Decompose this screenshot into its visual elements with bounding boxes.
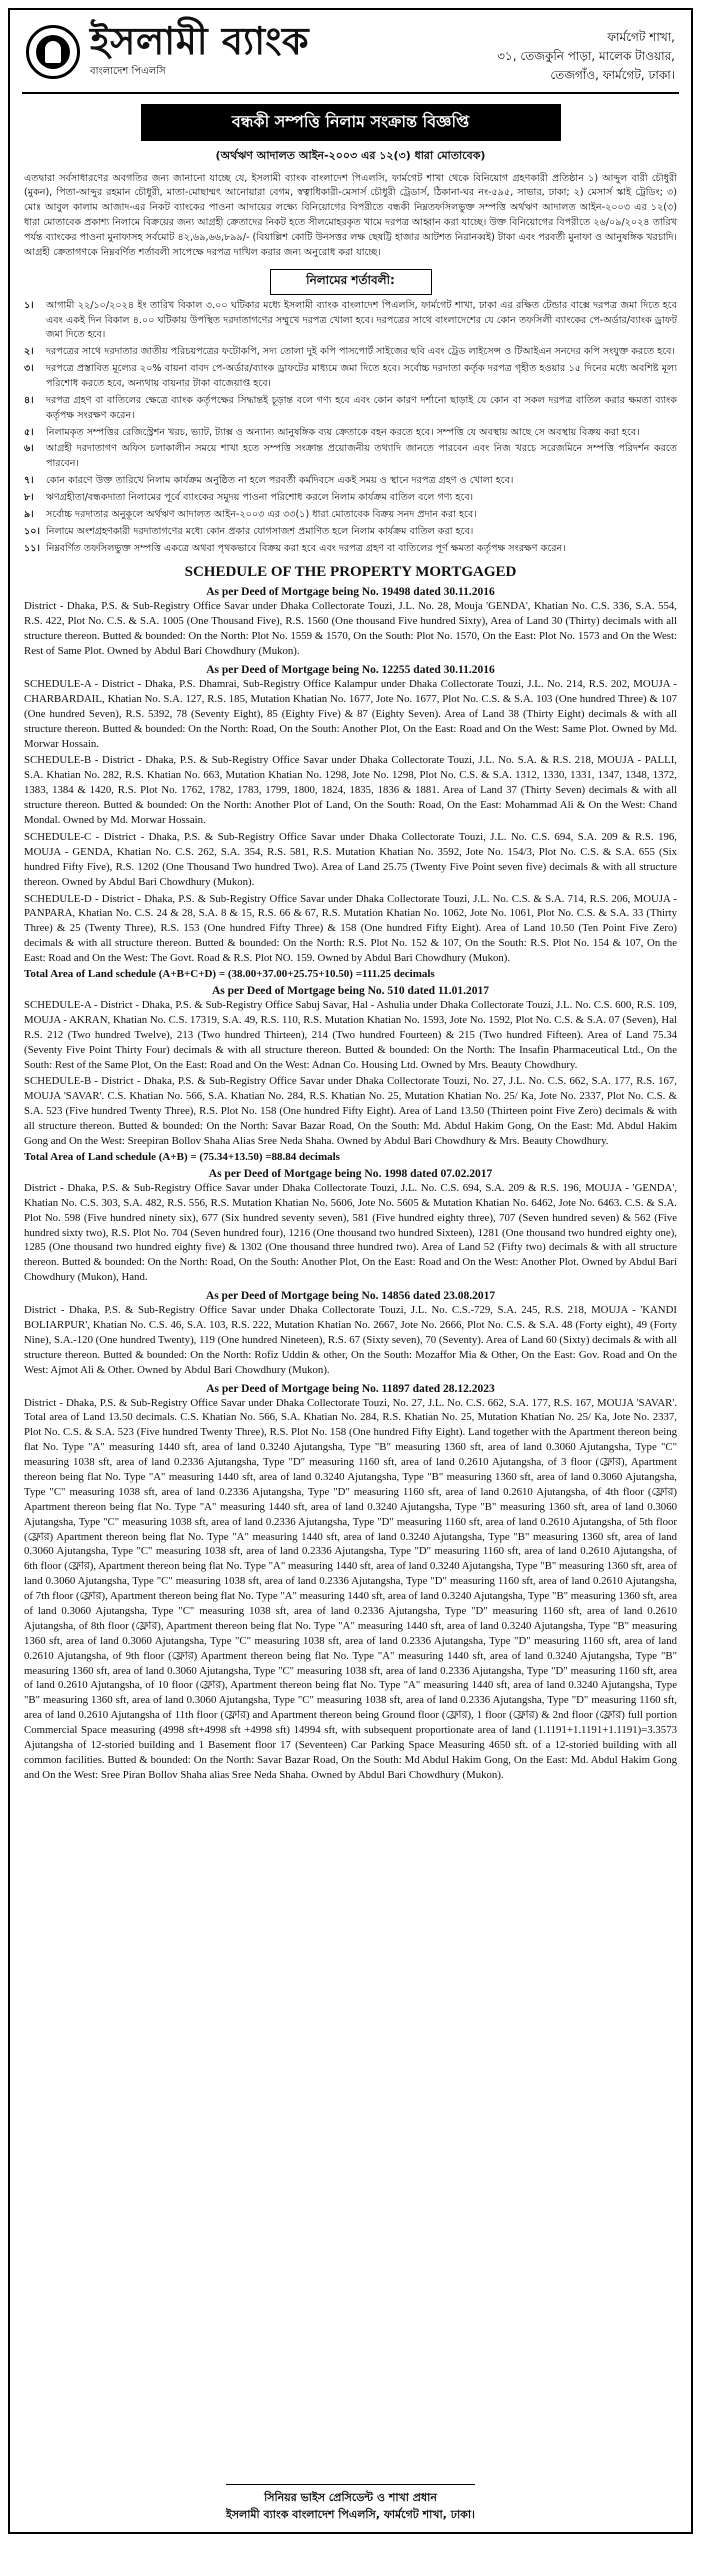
- condition-text: নিম্নবর্ণিত তফসিলভুক্ত সম্পত্তি একত্রে অথবা পৃথকভাবে বিক্রয় করা হবে এবং দরপত্র গ্রহণ বা বাতিলের পূর্ণ ক্ষমতা কর্তৃপক্ষ সংরক্ষণ করেন।: [46, 542, 566, 554]
- condition-text: ঋণগ্রহীতা/বন্ধকদাতা নিলামের পূর্বে ব্যাংকের সমুদয় পাওনা পরিশোধ করলে নিলাম কার্যক্রম বাতিল বলে গণ্য হবে।: [46, 492, 474, 504]
- deed-total-area: Total Area of Land schedule (A+B) = (75.34+13.50) =88.84 decimals: [24, 1150, 340, 1163]
- condition-item: [24, 474, 677, 489]
- condition-item: [24, 426, 677, 441]
- conditions-list: [10, 299, 691, 557]
- deed-paragraph: District - Dhaka, P.S. & Sub-Registry Office Savar under Dhaka Collectorate Touzi, J.L. No. C.S. 694, S.A. 209 & R.S. 196, MOUJA - 'GENDA', Khatian No. C.S. 303, S.A. 482, R.S. 556, R.S. Mutation Khatian No. 5606, Jote No. 5605 & Mutation Khatian No. 6462, Jote No. 6463. C.S. & S.A. Plot No. 598 (Five hundred ninety six), 677 (Six hundred seventy seven), 581 (Five hundred eighty three), 707 (Seven hundred seven) & 562 (Five hundred sixty two), R.S. Plot No. 704 (Seven hundred four), 1216 (One thousand two hundred Sixteen), 1281 (One thousand two hundred eighty one), 1285 (One thousand two hundred eighty five) & 1302 (One thousand three hundred two). Area of Land 52 (Fifty two) decimals & with all structure thereon. Butted & bounded: On the North: Road, On the South: Another Plot, On the East: Road and On the West: Another Plot. Owned by Abdul Bari Chowdhury (Mukon), Hand.: [24, 1181, 677, 1284]
- deed-section: [10, 1168, 691, 1285]
- deed-section: [10, 664, 691, 980]
- condition-number: ৫।: [24, 426, 34, 438]
- branch-address: [497, 22, 675, 86]
- condition-number: ২।: [24, 346, 34, 358]
- condition-text: আগামী ২২/১০/২০২৪ ইং তারিখ বিকাল ৩.০০ ঘটিকার মধ্যে ইসলামী ব্যাংক বাংলাদেশ পিএলসি, ফার্মগেট শাখা, ঢাকা এর রক্ষিত টেন্ডার বাক্সে দরপত্র জমা দিতে হবে এবং একই দিন বিকাল ৪.০০ ঘটিকায় উপস্থিত দরদাতাগণের সম্মুখে দরপত্র খোলা হবে। দরপত্রের সাথে বাংলাদেশের যে কোন তফসিলী ব্যাংকের পে-অর্ডার/ব্যাংক ড্রাফট জমা দিতে হবে।: [46, 299, 677, 341]
- signatory-organization: ইসলামী ব্যাংক বাংলাদেশ পিএলসি, ফার্মগেট শাখা, ঢাকা।: [226, 2508, 475, 2522]
- notice-subtitle: (অর্থঋণ আদালত আইন-২০০৩ এর ১২(৩) ধারা মোতাবেক): [215, 148, 486, 162]
- condition-item: [24, 394, 677, 424]
- condition-number: ৮।: [24, 492, 34, 504]
- condition-item: [24, 525, 677, 540]
- signature-footer: [10, 2484, 691, 2524]
- deed-heading: As per Deed of Mortgage being No. 1998 dated 07.02.2017: [208, 1167, 493, 1180]
- condition-number: ৬।: [24, 443, 34, 455]
- deed-heading: As per Deed of Mortgage being No. 14856 dated 23.08.2017: [205, 1290, 496, 1303]
- condition-item: [24, 345, 677, 360]
- bank-name-block: [90, 18, 310, 81]
- condition-number: ৪।: [24, 394, 34, 406]
- deed-section: [10, 985, 691, 1163]
- deed-paragraph: SCHEDULE-A - District - Dhaka, P.S. & Sub-Registry Office Sabuj Savar, Hal - Ashulia under Dhaka Collectorate Touzi, J.L. No. C.S. 600, R.S. 109, MOUJA - AKRAN, Khatian No. C.S. 17319, S.A. 49, R.S. 110, R.S. Mutation Khatian No. 1593, Jote No. 1592, Plot No. C.S. & S.A. 07 (Seven), Hal R.S. 212 (Two hundred Twelve), 213 (Two hundred Thirteen), 214 (Two hundred Fourteen) & 215 (Two hundred Fifteen). Area of Land 75.34 (Seventy Five Point Thirty Four) decimals & with all structure thereon. Butted & bounded: On the North: The Insafin Pharmaceutical Ltd., On the South: Rest of the Same Plot, On the East: Road and On the West: Adnan Co. Housing Ltd. Owned by Mrs. Beauty Chowdhury.: [24, 998, 677, 1071]
- bank-subtitle: বাংলাদেশ পিএলসি: [90, 66, 166, 77]
- condition-item: [24, 299, 677, 344]
- condition-text: কোন কারণে উক্ত তারিখে নিলাম কার্যক্রম অনুষ্ঠিত না হলে পরবর্তী কর্মদিবসে একই সময় ও স্থানে দরপত্র গ্রহণ ও খোলা হবে।: [46, 475, 514, 487]
- notice-intro: এতদ্বারা সর্বসাধারণের অবগতির জন্য জানানো যাচ্ছে যে, ইসলামী ব্যাংক বাংলাদেশ পিএলসি, ফার্মগেট শাখা থেকে বিনিয়োগ গ্রহণকারী প্রতিষ্ঠান ১) আব্দুল বারী চৌধুরী (মুকন), পিতা-আব্দুর রহমান চৌধুরী, মাতা-মোছাম্মৎ আনোয়ারা বেগম, স্বত্বাধিকারী-মেসার্স চৌধুরী ট্রেডার্স, ঠিকানা-ঘর নং-৫৯৫, সাভার, ঢাকা; ২) মেসার্স স্কাই ট্রেডিং; ৩) মোঃ আবুল কালাম আজাদ-এর নিকট ব্যাংকের পাওনা আদায়ের লক্ষ্যে বিনিয়োগের বিপরীতে বন্ধকী নিম্নতফসিলভুক্ত সম্পত্তি অর্থঋণ আদালত আইন-২০০৩ এর ১২(৩) ধারা মোতাবেক প্রকাশ্য নিলামে বিক্রয়ের জন্য আগ্রহী ক্রেতাদের নিকট হতে সীলমোহরকৃত খামে দরপত্র আহ্বান করা যাচ্ছে। উক্ত বিনিয়োগের বিপরীতে ২৬/০৯/২০২৪ তারিখ পর্যন্ত ব্যাংকের পাওনা মুনাফাসহ সর্বমোট ৪২,৬৯,৬৬,৮৯৯/- (বিয়াল্লিশ কোটি উনসত্তর লক্ষ ছেষট্টি হাজার আটশত নিরানব্বই) টাকা এবং পরবর্তী মুনাফা ও আনুষঙ্গিক খরচাদি। আগ্রহী ক্রেতাগণকে নিম্নবর্ণিত শর্তাবলী সাপেক্ষে দরপত্র দাখিল করার জন্য অনুরোধ করা যাচ্ছে।: [24, 172, 677, 258]
- deed-paragraph: SCHEDULE-C - District - Dhaka, P.S. & Sub-Registry Office Savar under Dhaka Collectorate Touzi, J.L. No. C.S. 694, S.A. 209 & R.S. 196, MOUJA - GENDA, Khatian No. C.S. 262, S.A. 354, R.S. 581, R.S. Mutation Khatian No. 3592, Jote No. 154/3, Plot No. C.S. & S.A. 655 (Six hundred Fifty Five), R.S. 1202 (One Thousand Two hundred Two). Area of Land 25.75 (Twenty Five Point seven five) decimals & with all structure thereon. Owned by Abdul Bari Chowdhury (Mukon).: [24, 830, 677, 888]
- header-divider: [22, 92, 679, 94]
- condition-number: ৩।: [24, 363, 34, 375]
- branch-name: ফার্মগেট শাখা,: [607, 30, 675, 44]
- deed-heading: As per Deed of Mortgage being No. 19498 dated 30.11.2016: [206, 586, 495, 599]
- condition-text: সর্বোচ্চ দরদাতার অনুকূলে অর্থঋণ আদালত আইন-২০০৩ এর ৩৩(১) ধারা মোতাবেক বিক্রয় সনদ প্রদান করা হবে।: [46, 508, 477, 520]
- condition-number: ১০।: [24, 525, 40, 537]
- condition-text: নিলামকৃত সম্পত্তির রেজিস্ট্রেশন খরচ, ভ্যাট, ট্যাক্স ও অন্যান্য আনুষঙ্গিক ব্যয় ক্রেতাকে বহন করতে হবে। সম্পত্তি যে অবস্থায় আছে সে অবস্থায় বিক্রয় করা হবে।: [46, 426, 640, 438]
- deed-section: [10, 1290, 691, 1377]
- bank-logo-icon: [26, 25, 80, 79]
- deed-paragraph: District - Dhaka, P.S. & Sub-Registry Office Savar under Dhaka Collectorate Touzi, No. 27, J.L. No. C.S. 662, S.A. 177, R.S. 167, MOUJA 'SAVAR'. Total area of Land 13.50 decimals. C.S. Khatian No. 566, S.A. Khatian No. 284, R.S. Khatian No. 25, Mutation Khatian No. 25/ Ka, Jote No. 2337, Plot No. C.S. & S.A. 523 (Five hundred Twenty Three), R.S. Plot No. 158 (One hundred Fifty Eight). Land together with the Apartment thereon being flat No. Type "A" measuring 1440 sft, area of land 0.3240 Ajutangsha, Type "B" measuring 1360 sft, area of land 0.3060 Ajutangsha, Type "C" measuring 1038 sft, area of land 0.2336 Ajutangsha, Type "D" measuring 1160 sft, area of land 0.2610 Ajutangsha, of 3 floor (ফ্লোর), Apartment thereon being flat No. Type "A" measuring 1440 sft, area of land 0.3240 Ajutangsha, Type "B" measuring 1360 sft, area of land 0.3060 Ajutangsha, Type "C" measuring 1038 sft, area of land 0.2336 Ajutangsha, Type "D" measuring 1160 sft, area of land 0.2610 Ajutangsha, of 4th floor (ফ্লোর) Apartment thereon being flat No. Type "A" measuring 1440 sft, area of land 0.3240 Ajutangsha, Type "B" measuring 1360 sft, area of land 0.3060 Ajutangsha, Type "C" measuring 1038 sft, area of land 0.2336 Ajutangsha, Type "D" measuring 1160 sft, area of land 0.2610 Ajutangsha, of 5th floor (ফ্লোর) Apartment thereon being flat No. Type "A" measuring 1440 sft, area of land 0.3240 Ajutangsha, Type "B" measuring 1360 sft, area of land 0.3060 Ajutangsha, Type "C" measuring 1038 sft, area of land 0.2336 Ajutangsha, Type "D" measuring 1160 sft, area of land 0.2610 Ajutangsha, of 6th floor (ফ্লোর), Apartment thereon being flat No. Type "A" measuring 1440 sft, area of land 0.3240 Ajutangsha, Type "B" measuring 1360 sft, area of land 0.3060 Ajutangsha, Type "C" measuring 1038 sft, area of land 0.2336 Ajutangsha, Type "D" measuring 1160 sft, area of land 0.2610 Ajutangsha, of 7th floor (ফ্লোর), Apartment thereon being flat No. Type "A" measuring 1440 sft, area of land 0.3240 Ajutangsha, Type "B" measuring 1360 sft, area of land 0.3060 Ajutangsha, Type "C" measuring 1038 sft, area of land 0.2336 Ajutangsha, Type "D" measuring 1160 sft, area of land 0.2610 Ajutangsha, of 8th floor (ফ্লোর), Apartment thereon being flat No. Type "A" measuring 1440 sft, area of land 0.3240 Ajutangsha, Type "B" measuring 1360 sft, area of land 0.3060 Ajutangsha, Type "C" measuring 1038 sft, area of land 0.2336 Ajutangsha, Type "D" measuring 1160 sft, area of land 0.2610 Ajutangsha, of 9th floor (ফ্লোর) Apartment thereon being flat No. Type "A" measuring 1440 sft, area of land 0.3240 Ajutangsha, Type "B" measuring 1360 sft, area of land 0.3060 Ajutangsha, Type "C" measuring 1038 sft, area of land 0.2336 Ajutangsha, Type "D" measuring 1160 sft, area of land 0.2610 Ajutangsha, of 10 floor (ফ্লোর), Apartment thereon being flat No. Type "A" measuring 1440 sft, area of land 0.3240 Ajutangsha, Type "B" measuring 1360 sft, area of land 0.3060 Ajutangsha, Type "C" measuring 1038 sft, area of land 0.2336 Ajutangsha, Type "D" measuring 1160 sft, area of land 0.2610 Ajutangsha of 11th floor (ফ্লোর) and Apartment thereon being Ground floor (ফ্লোর), 1 floor (ফ্লোর) & 2nd floor (ফ্লোর) full portion Commercial Space measuring (4998 sft+4998 sft +4998 sft) 14994 sft, with subsequent proportionate area of land (1.1191+1.1191+1.1191)=3.3573 Ajutangsha of 12-storied building and 1 Basement floor 17 (Seventeen) Car Parking Space Measuring 4650 sft. of a 12-storied building with all common facilities. Butted & bounded: On the North: Savar Bazar Road, On the South: Md Abdul Hakim Gong, On the East: Md. Abdul Hakim Gong and On the West: Sree Piran Bollov Shaha alias Sree Neda Shaha. Owned by Abdul Bari Chowdhury (Mukon).: [24, 1396, 677, 1781]
- condition-item: [24, 491, 677, 506]
- notice-title: বন্ধকী সম্পত্তি নিলাম সংক্রান্ত বিজ্ঞপ্তি: [141, 104, 561, 141]
- conditions-title: নিলামের শর্তাবলী:: [270, 269, 432, 295]
- notice-page: [8, 8, 693, 2534]
- condition-text: নিলামে অংশগ্রহণকারী দরদাতাগণের মধ্যে কোন প্রকার যোগসাজশ প্রমাণিত হলে নিলাম কার্যক্রম বাতিল করা হবে।: [46, 525, 474, 537]
- deed-section: [10, 586, 691, 659]
- condition-text: দরপত্রে প্রস্তাবিত মূল্যের ২০% বায়না বাবদ পে-অর্ডার/ব্যাংক ড্রাফটের মাধ্যমে জমা দিতে হবে। সর্বোচ্চ দরদাতা কর্তৃক দরপত্র গৃহীত হওয়ার ১৫ দিনের মধ্যে অবশিষ্ট মূল্য পরিশোধ করতে হবে, অন্যথায় বায়নার টাকা বাজেয়াপ্ত হবে।: [46, 363, 677, 390]
- condition-item: [24, 362, 677, 392]
- notice-header: [10, 10, 691, 92]
- condition-text: দরপত্রের সাথে দরদাতার জাতীয় পরিচয়পত্রের ফটোকপি, সদ্য তোলা দুই কপি পাসপোর্ট সাইজের ছবি এবং ট্রেড লাইসেন্স ও টিআইএন সনদের কপি সংযুক্ত করতে হবে।: [46, 346, 675, 358]
- condition-item: [24, 442, 677, 472]
- deed-paragraph: SCHEDULE-B - District - Dhaka, P.S. & Sub-Registry Office Savar under Dhaka Collectorate Touzi, No. 27, J.L. No. C.S. 662, S.A. 177, R.S. 167, MOUJA 'SAVAR'. C.S. Khatian No. 566, S.A. Khatian No. 284, R.S. Khatian No. 25, Mutation Khatian No. 25/ Ka, Jote No. 2337, Plot No. C.S. & S.A. 523 (Five hundred Twenty Three), R.S. Plot No. 158 (One hundred Fifty Eight). Area of Land 13.50 (Thirteen point Five Zero) decimals & with all structure thereon. Butted & bounded: On the North: Savar Bazar Road, On the South: Md. Abdul Hakim Gong, On the East: Md. Abdul Hakim Gong and On the West: Sreepiran Bollov Shaha Alias Sree Neda Shaha. Owned by Abdul Bari Chowdhury & Mrs. Beauty Chowdhury.: [24, 1075, 677, 1147]
- condition-item: [24, 542, 677, 557]
- deed-heading: As per Deed of Mortgage being No. 11897 dated 28.12.2023: [206, 1382, 495, 1395]
- condition-text: আগ্রহী দরদাতাগণ অফিস চলাকালীন সময়ে শাখা হতে সম্পত্তি সংক্রান্ত প্রয়োজনীয় তথ্যাদি জানতে পারবেন এবং নিজ খরচে সরেজমিনে সম্পত্তি পরিদর্শন করতে পারবেন।: [46, 443, 677, 470]
- condition-number: ১।: [24, 299, 34, 311]
- deed-paragraph: District - Dhaka, P.S. & Sub-Registry Office Savar under Dhaka Collectorate Touzi, J.L. No. C.S.-729, S.A. 245, R.S. 218, MOUJA - 'KANDI BOLIARPUR', Khatian No. C.S. 46, S.A. 103, R.S. 222, Mutation Khatian No. 2667, Jote No. 2666, Plot No. C.S. & S.A. 48 (Forty eight), 49 (Forty Nine), S.A.-120 (One hundred Twenty), 119 (One hundred Nineteen), R.S. 67 (Sixty seven), 70 (Seventy). Area of Land 60 (Sixty) decimals & with all structure thereon. Butted & bounded: On the North: Rofiz Uddin & other, On the South: Mozaffor Mia & Other, On the East: Gov. Road and On the West: Ajmot Ali & Other. Owned by Abdul Bari Chowdhury (Mukon).: [24, 1304, 677, 1376]
- bank-name: ইসলামী ব্যাংক: [90, 18, 310, 63]
- condition-text: দরপত্র গ্রহণ বা বাতিলের ক্ষেত্রে ব্যাংক কর্তৃপক্ষের সিদ্ধান্তই চূড়ান্ত বলে গণ্য হবে এবং কোন কারণ দর্শানো ছাড়াই যে কোন বা সকল দরপত্র বাতিল করার ক্ষমতা ব্যাংক কর্তৃপক্ষ সংরক্ষণ করেন।: [46, 394, 677, 421]
- signature-block: [226, 2484, 475, 2524]
- condition-item: [24, 508, 677, 523]
- condition-number: ৭।: [24, 475, 34, 487]
- signatory-title: সিনিয়র ভাইস প্রেসিডেন্ট ও শাখা প্রধান: [264, 2490, 437, 2504]
- deed-paragraph: District - Dhaka, P.S. & Sub-Registry Office Savar under Dhaka Collectorate Touzi, J.L. No. 28, Mouja 'GENDA', Khatian No. C.S. 336, S.A. 554, R.S. 422, Plot No. C.S. & S.A. 1005 (One Thousand Five), R.S. 1560 (One thousand Five hundred Sixty), Area of Land 30 (Thirty) decimals with all structure thereon. Butted & bounded: On the North: Plot No. 1559 & 1570, On the South: Plot No. 1570, On the East: Plot No. 1573 and On the West: Rest of Same Plot. Owned by Abdul Bari Chowdhury (Mukon).: [24, 600, 677, 658]
- deed-paragraph: SCHEDULE-D - District - Dhaka, P.S. & Sub-Registry Office Savar under Dhaka Collectorate Touzi, J.L. No. C.S. & S.A. 714, R.S. 206, MOUJA - PANPARA, Khatian No. C.S. 24 & 28, S.A. 8 & 15, R.S. 66 & 67, R.S. Mutation Khatian No. 1062, Jote No. 1061, Plot No. C.S. & S.A. 33 (Thirty Three) & 25 (Twenty Three), R.S. 153 (One hundred Fifty Three) & 158 (One hundred Fifty Eight). Area of Land 10.50 (Ten Point Five Zero) decimals & with all structure thereon. Butted & bounded: On the North: R.S. Plot No. 152 & 107, On the South: R.S. Plot No. 154 & 107, On the East: Road and On the West: The Govt. Road & R.S. Plot NO. 159. Owned by Abdul Bari Chowdhury (Mukon).: [24, 892, 677, 965]
- branch-address-line-1: ৩১, তেজকুনি পাড়া, মালেক টাওয়ার,: [497, 49, 675, 64]
- deed-paragraph: SCHEDULE-B - District - Dhaka, P.S. & Sub-Registry Office Savar under Dhaka Collectorate Touzi, J.L. No. S.A. & R.S. 218, MOUJA - PALLI, S.A. Khatian No. 282, R.S. Khatian No. 663, Mutation Khatian No. 1298, Jote No. 1298, Plot No. C.S. & S.A. 1312, 1330, 1331, 1347, 1348, 1372, 1383, 1384 & 1420, R.S. Plot No. 1762, 1782, 1783, 1799, 1800, 1824, 1835, 1836 & 1881. Area of Land 37 (Thirty Seven) decimals & with all structure thereon. Butted & bounded: On the North: Another Plot of Land, On the South: Road, On the East: Mohammad Ali & On the West: Chand Mondal. Owned by Md. Morwar Hossain.: [24, 754, 677, 827]
- deed-heading: As per Deed of Mortgage being No. 510 dated 11.01.2017: [211, 984, 490, 997]
- deed-total-area: Total Area of Land schedule (A+B+C+D) = (38.00+37.00+25.75+10.50) =111.25 decimals: [24, 967, 435, 980]
- branch-address-line-2: তেজগাঁও, ফার্মগেট, ঢাকা।: [550, 68, 675, 83]
- deed-heading: As per Deed of Mortgage being No. 12255 dated 30.11.2016: [206, 664, 495, 677]
- bank-brand: [26, 18, 310, 81]
- schedule-title: SCHEDULE OF THE PROPERTY MORTGAGED: [184, 564, 517, 581]
- condition-number: ১১।: [24, 542, 40, 554]
- deed-paragraph: SCHEDULE-A - District - Dhaka, P.S. Dhamrai, Sub-Registry Office Kalampur under Dhaka Collectorate Touzi, J.L. No. 214, R.S. 202, MOUJA - CHARBARDAIL, Khatian No. S.A. 127, R.S. 185, Mutation Khatian No. 1677, Jote No. 1677, Plot No. C.S. & S.A. 103 (One hundred Three) & 107 (One hundred Seven), R.S. 5392, 78 (Seventy Eight), 85 (Eighty Five) & 87 (Eighty Seven). Area of Land 38 (Thirty Eight) decimals & with all structure thereon. Butted & bounded: On the North: Road, On the South: Another Plot, On the East: Road and On the West: Same Plot. Owned by Md. Morwar Hossain.: [24, 678, 677, 750]
- deed-section: [10, 1383, 691, 1783]
- condition-number: ৯।: [24, 508, 34, 520]
